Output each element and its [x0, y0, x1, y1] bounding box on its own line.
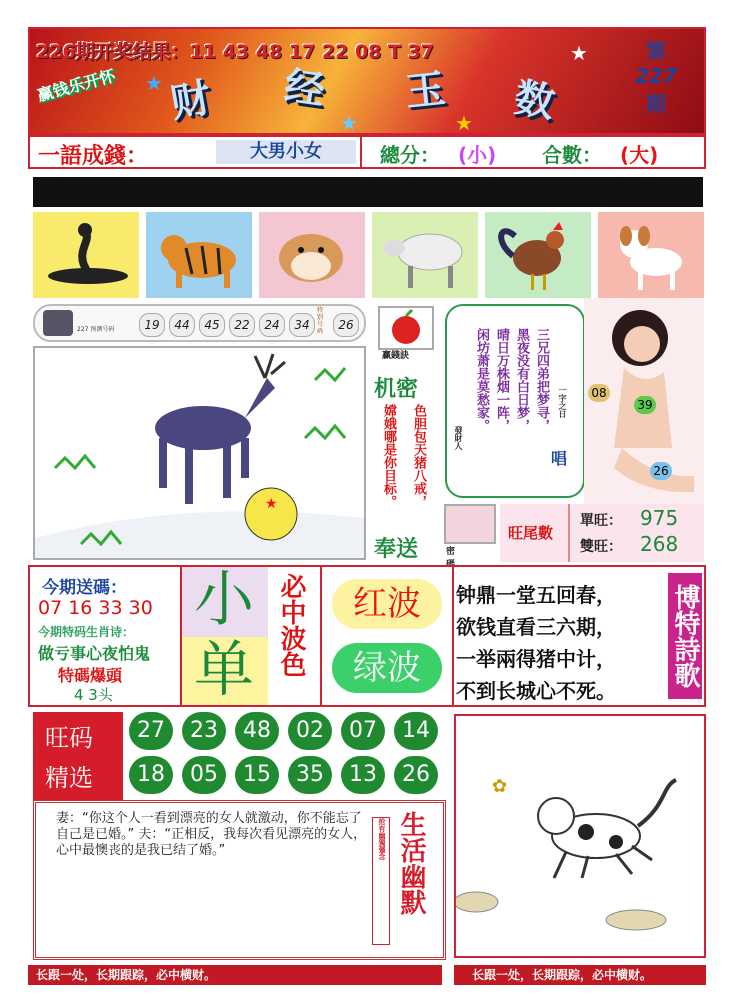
- prediction-caption: 227 预测号码: [77, 326, 115, 333]
- poem-line-1: 钟鼎一堂五回春，: [456, 583, 616, 607]
- send-numbers: 07 16 33 30: [38, 597, 153, 619]
- divider: [360, 137, 362, 167]
- wang-ball: 14: [394, 712, 438, 750]
- deer-illustration: [33, 346, 366, 560]
- poem-line-2: 欲钱直看三六期，: [456, 615, 616, 639]
- star-icon: ★: [570, 41, 588, 65]
- total-label: 總分：: [380, 143, 440, 167]
- scroll-poem: [445, 304, 585, 498]
- issue-suffix: 期: [646, 92, 666, 116]
- tree-icon: [43, 310, 73, 336]
- main-zone: [28, 565, 706, 707]
- sum-label: 合數：: [542, 143, 602, 167]
- joke-text: 妻：“你这个人一看到漂亮的女人就激动，你不能忘了自己是已婚。” 夫：“正相反，我每次看见漂亮的女人，心中最懊丧的是我已结了婚。”: [56, 811, 367, 858]
- joke-stamp: 抢有幽獨彊念: [372, 817, 390, 945]
- special-label: 特别号码: [317, 307, 324, 335]
- poem-title: 今期特码生肖诗：: [38, 625, 135, 639]
- zodiac-strip: [33, 212, 703, 298]
- black-bar: [33, 177, 703, 207]
- double-label: 雙旺：: [580, 539, 622, 555]
- wang-label-1: 旺码: [45, 724, 93, 752]
- wave-box: [320, 567, 454, 705]
- star-icon: ★: [145, 71, 163, 95]
- model-photo: [584, 298, 704, 504]
- poem-col-2: 黑夜没有白日梦，: [514, 328, 529, 432]
- poem-author: 發財人: [454, 426, 463, 450]
- wang-ball: 13: [341, 756, 385, 794]
- star-icon: ★: [340, 111, 358, 135]
- total-value: (小): [458, 143, 497, 167]
- footer-right: 长跟一处，长期跟踪，必中横财。: [454, 965, 706, 985]
- apple-icon: [378, 306, 434, 350]
- poem-side: 一字之日: [558, 386, 567, 418]
- title-char-1: 财: [166, 74, 215, 128]
- snake-icon: [33, 212, 139, 298]
- rooster-icon: [485, 212, 591, 298]
- poem-col-3: 晴日万株烟一阵，: [494, 328, 509, 432]
- secret-col-1: 色胆包天猪八戒，: [411, 404, 426, 508]
- title-char-4: 数: [510, 74, 559, 128]
- wang-ball: 05: [182, 756, 226, 794]
- title-char-2: 经: [281, 63, 328, 115]
- wave-green: 绿波: [332, 643, 442, 693]
- wang-label-2: 精选: [45, 764, 93, 792]
- tail-label: 旺尾數: [508, 524, 554, 542]
- dog-icon: [598, 212, 704, 298]
- phrase-value: 大男小女: [216, 140, 356, 164]
- footer-left: 长跟一处，长期跟踪，必中横财。: [28, 965, 442, 985]
- wang-ball: 15: [235, 756, 279, 794]
- star-icon: ★: [455, 111, 473, 135]
- cat-illustration: [454, 714, 706, 958]
- single-value: 975: [640, 506, 679, 530]
- joke-title: 生活幽默: [396, 811, 426, 915]
- poem-line: 做亏事心夜怕鬼: [38, 644, 151, 663]
- svg-text:✿: ✿: [492, 776, 508, 797]
- issue-prefix: 第: [646, 39, 666, 63]
- special-title: 特碼爆頭: [58, 666, 123, 685]
- tiger-icon: [146, 212, 252, 298]
- poem-line-3: 一举兩得猪中计，: [456, 647, 616, 671]
- poem-col-1: 三兄四弟把梦寻，: [534, 328, 549, 432]
- box-label: 密: [446, 547, 456, 557]
- prediction-ball: 45: [199, 313, 225, 337]
- wang-ball: 18: [129, 756, 173, 794]
- big-small: [180, 567, 268, 637]
- wang-label-box: [33, 712, 123, 800]
- poem-col-4: 闲坊萧是莫愁家。: [474, 328, 489, 432]
- model-ball: 08: [588, 384, 610, 402]
- send-title: 今期送碼：: [42, 578, 127, 598]
- tail-box: [500, 504, 704, 562]
- phrase-label: 一語成錢：: [38, 144, 149, 169]
- poem-sing: 唱: [551, 449, 568, 468]
- prediction-ball: 44: [169, 313, 195, 337]
- wave-label: 必中波色: [276, 573, 306, 677]
- secret-col-2: 嫦娥哪是你目标。: [381, 404, 396, 508]
- secret-column: [370, 300, 456, 562]
- password-icon: [444, 504, 496, 544]
- model-ball: 39: [634, 396, 656, 414]
- special-ball: 26: [333, 313, 359, 337]
- issue-box: [626, 35, 686, 127]
- single-label: 單旺：: [580, 513, 622, 529]
- hamster-icon: [259, 212, 365, 298]
- divider: [568, 504, 570, 562]
- result-line: 226期开奖结果：11 43 48 17 22 08 T 37: [36, 41, 435, 63]
- win-tips: 赢錢訣: [382, 351, 410, 361]
- prediction-ball: 22: [229, 313, 255, 337]
- cat-icon: [456, 716, 704, 956]
- joke-box: [33, 800, 446, 960]
- wang-ball: 23: [182, 712, 226, 750]
- wang-ball: 07: [341, 712, 385, 750]
- phrase-row: [28, 135, 706, 169]
- poem-line-4: 不到长城心不死。: [456, 679, 616, 703]
- gift-title: 奉送: [374, 537, 419, 562]
- sheep-icon: [372, 212, 478, 298]
- wang-ball: 26: [394, 756, 438, 794]
- wang-selection: [33, 712, 445, 802]
- big-single: [180, 637, 268, 705]
- issue-number: 227: [635, 64, 677, 88]
- wang-ball: 27: [129, 712, 173, 750]
- big-char-2: 单: [194, 635, 254, 705]
- special-value: 4 3头: [74, 686, 113, 704]
- model-ball: 26: [650, 462, 672, 480]
- prediction-ball: 34: [289, 313, 315, 337]
- big-char-1: 小: [194, 565, 254, 635]
- double-value: 268: [640, 532, 679, 556]
- deer-icon: [35, 348, 364, 558]
- secret-title: 机密: [374, 377, 419, 402]
- prediction-ball: 19: [139, 313, 165, 337]
- wave-red: 红波: [332, 579, 442, 629]
- title-char-3: 玉: [403, 66, 448, 116]
- slogan: 赢钱乐开怀: [35, 65, 118, 105]
- svg-text:★: ★: [265, 496, 278, 512]
- prediction-ball: 24: [259, 313, 285, 337]
- wang-ball: 35: [288, 756, 332, 794]
- prediction-row: [33, 304, 366, 342]
- sum-value: (大): [620, 143, 659, 167]
- wang-ball: 02: [288, 712, 332, 750]
- wang-ball: 48: [235, 712, 279, 750]
- header-banner: [28, 27, 706, 135]
- poem-label: 博特詩歌: [668, 573, 702, 699]
